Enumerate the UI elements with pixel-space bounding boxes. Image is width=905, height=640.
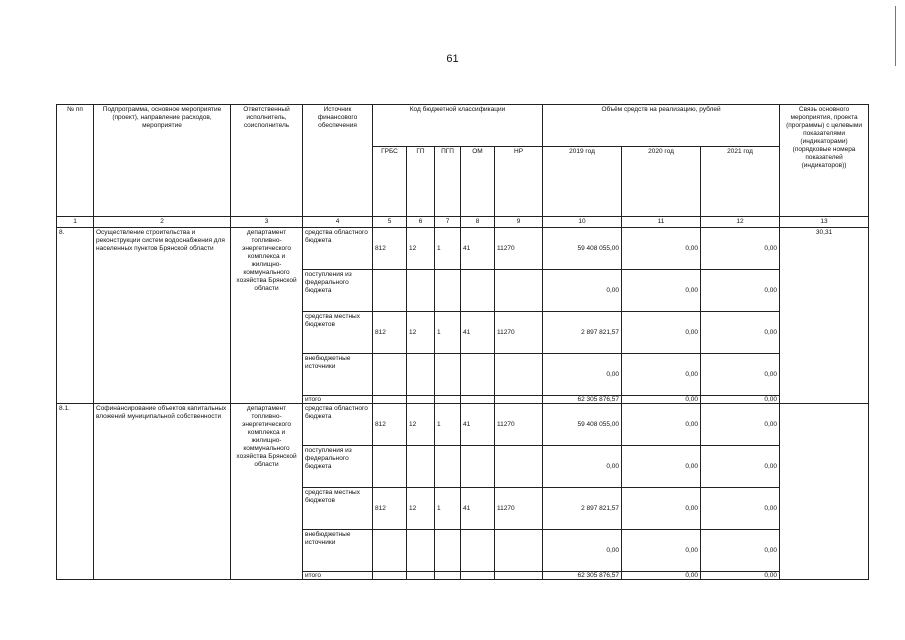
code-cell bbox=[435, 446, 461, 488]
code-cell bbox=[407, 446, 435, 488]
value-cell: 0,00 bbox=[543, 446, 622, 488]
code-cell bbox=[461, 270, 495, 312]
code-cell bbox=[495, 446, 543, 488]
code-cell: 41 bbox=[461, 404, 495, 446]
code-cell: 1 bbox=[435, 488, 461, 530]
source-cell: внебюджетные источники bbox=[303, 530, 373, 572]
value-cell: 0,00 bbox=[701, 446, 780, 488]
total-value: 0,00 bbox=[622, 396, 701, 404]
code-cell bbox=[461, 396, 495, 404]
value-cell: 0,00 bbox=[701, 228, 780, 270]
header-code-grbs: ГРБС bbox=[373, 147, 407, 217]
value-cell: 0,00 bbox=[701, 312, 780, 354]
row-number: 8.1. bbox=[57, 404, 94, 580]
header-num: № пп bbox=[57, 105, 94, 217]
header-source: Источник финансового обеспечения bbox=[303, 105, 373, 217]
column-number: 2 bbox=[94, 217, 231, 228]
header-year-2019: 2019 год bbox=[543, 147, 622, 217]
code-cell: 812 bbox=[373, 404, 407, 446]
row-title: Осуществление строительства и реконструкции систем водоснабжения для населенных пунктов Брянской области bbox=[94, 228, 231, 404]
column-number: 10 bbox=[543, 217, 622, 228]
column-number: 1 bbox=[57, 217, 94, 228]
code-cell: 12 bbox=[407, 488, 435, 530]
column-number: 5 bbox=[373, 217, 407, 228]
code-cell: 1 bbox=[435, 312, 461, 354]
code-cell: 12 bbox=[407, 228, 435, 270]
code-cell bbox=[435, 270, 461, 312]
header-code-om: ОМ bbox=[461, 147, 495, 217]
total-value: 0,00 bbox=[622, 572, 701, 580]
table-row bbox=[57, 404, 869, 446]
code-cell: 11270 bbox=[495, 488, 543, 530]
row-title: Софинансирование объектов капитальных вложений муниципальной собственности bbox=[94, 404, 231, 580]
code-cell bbox=[407, 354, 435, 396]
code-cell: 1 bbox=[435, 404, 461, 446]
source-cell: средства местных бюджетов bbox=[303, 312, 373, 354]
header-year-2020: 2020 год bbox=[622, 147, 701, 217]
value-cell: 0,00 bbox=[543, 530, 622, 572]
code-cell: 812 bbox=[373, 228, 407, 270]
code-cell bbox=[435, 396, 461, 404]
value-cell: 0,00 bbox=[622, 270, 701, 312]
code-cell: 41 bbox=[461, 228, 495, 270]
table-row bbox=[57, 228, 869, 270]
column-number: 13 bbox=[780, 217, 869, 228]
row-number: 8. bbox=[57, 228, 94, 404]
source-cell: поступления из федерального бюджета bbox=[303, 446, 373, 488]
value-cell: 2 897 821,57 bbox=[543, 488, 622, 530]
column-number: 12 bbox=[701, 217, 780, 228]
value-cell: 0,00 bbox=[701, 404, 780, 446]
value-cell: 0,00 bbox=[622, 312, 701, 354]
code-cell bbox=[461, 572, 495, 580]
header-link: Связь основного мероприятия, проекта (программы) с целевыми показателями (индикаторами) (порядковые номера показателей (индикаторов)) bbox=[780, 105, 869, 217]
code-cell bbox=[373, 270, 407, 312]
code-cell bbox=[407, 572, 435, 580]
code-cell bbox=[495, 572, 543, 580]
code-cell bbox=[373, 354, 407, 396]
header-responsible: Ответственный исполнитель, соисполнитель bbox=[231, 105, 303, 217]
source-cell: средства областного бюджета bbox=[303, 404, 373, 446]
value-cell: 0,00 bbox=[543, 270, 622, 312]
code-cell bbox=[435, 530, 461, 572]
code-cell: 11270 bbox=[495, 228, 543, 270]
value-cell: 0,00 bbox=[622, 228, 701, 270]
code-cell bbox=[461, 530, 495, 572]
code-cell bbox=[461, 446, 495, 488]
code-cell bbox=[495, 396, 543, 404]
code-cell bbox=[495, 354, 543, 396]
source-cell: средства местных бюджетов bbox=[303, 488, 373, 530]
value-cell: 0,00 bbox=[543, 354, 622, 396]
total-label: итого bbox=[303, 572, 373, 580]
value-cell: 0,00 bbox=[622, 404, 701, 446]
value-cell: 0,00 bbox=[701, 530, 780, 572]
value-cell: 0,00 bbox=[701, 488, 780, 530]
code-cell: 41 bbox=[461, 488, 495, 530]
total-value: 0,00 bbox=[701, 572, 780, 580]
header-code-pgp: ПГП bbox=[435, 147, 461, 217]
code-cell: 12 bbox=[407, 404, 435, 446]
code-cell: 1 bbox=[435, 228, 461, 270]
value-cell: 0,00 bbox=[622, 354, 701, 396]
header-code-nr: НР bbox=[495, 147, 543, 217]
header-budget-code: Код бюджетной классификации bbox=[373, 105, 543, 147]
code-cell bbox=[435, 354, 461, 396]
header-volume: Объём средств на реализацию, рублей bbox=[543, 105, 780, 147]
code-cell bbox=[373, 530, 407, 572]
budget-table-body bbox=[57, 228, 869, 580]
column-number: 9 bbox=[495, 217, 543, 228]
code-cell: 812 bbox=[373, 488, 407, 530]
header-subprogram: Подпрограмма, основное мероприятие (проект), направление расходов, мероприятие bbox=[94, 105, 231, 217]
header-year-2021: 2021 год bbox=[701, 147, 780, 217]
column-number: 6 bbox=[407, 217, 435, 228]
code-cell: 11270 bbox=[495, 404, 543, 446]
value-cell: 0,00 bbox=[622, 530, 701, 572]
code-cell: 12 bbox=[407, 312, 435, 354]
code-cell bbox=[435, 572, 461, 580]
value-cell: 59 408 055,00 bbox=[543, 404, 622, 446]
total-value: 62 305 876,57 bbox=[543, 396, 622, 404]
total-label: итого bbox=[303, 396, 373, 404]
code-cell bbox=[373, 396, 407, 404]
value-cell: 0,00 bbox=[701, 354, 780, 396]
code-cell bbox=[495, 270, 543, 312]
value-cell: 59 408 055,00 bbox=[543, 228, 622, 270]
row-responsible: департамент топливно-энергетического комплекса и жилищно-коммунального хозяйства Брянской области bbox=[231, 404, 303, 580]
value-cell: 2 897 821,57 bbox=[543, 312, 622, 354]
header-code-gp: ГП bbox=[407, 147, 435, 217]
code-cell bbox=[495, 530, 543, 572]
code-cell bbox=[373, 446, 407, 488]
indicator-link bbox=[780, 404, 869, 580]
code-cell bbox=[407, 270, 435, 312]
column-number: 4 bbox=[303, 217, 373, 228]
column-number: 7 bbox=[435, 217, 461, 228]
code-cell bbox=[373, 572, 407, 580]
budget-table bbox=[56, 104, 869, 580]
column-number: 3 bbox=[231, 217, 303, 228]
code-cell: 11270 bbox=[495, 312, 543, 354]
source-cell: средства областного бюджета bbox=[303, 228, 373, 270]
column-number: 11 bbox=[622, 217, 701, 228]
code-cell: 41 bbox=[461, 312, 495, 354]
code-cell bbox=[407, 530, 435, 572]
value-cell: 0,00 bbox=[622, 446, 701, 488]
code-cell bbox=[407, 396, 435, 404]
value-cell: 0,00 bbox=[622, 488, 701, 530]
value-cell: 0,00 bbox=[701, 270, 780, 312]
column-number: 8 bbox=[461, 217, 495, 228]
total-value: 0,00 bbox=[701, 396, 780, 404]
indicator-link: 30,31 bbox=[780, 228, 869, 404]
code-cell: 812 bbox=[373, 312, 407, 354]
row-responsible: департамент топливно-энергетического комплекса и жилищно-коммунального хозяйства Брянской области bbox=[231, 228, 303, 404]
page-number: 61 bbox=[446, 53, 459, 65]
code-cell bbox=[461, 354, 495, 396]
source-cell: внебюджетные источники bbox=[303, 354, 373, 396]
total-value: 62 305 876,57 bbox=[543, 572, 622, 580]
source-cell: поступления из федерального бюджета bbox=[303, 270, 373, 312]
column-numbers-row bbox=[57, 217, 869, 228]
